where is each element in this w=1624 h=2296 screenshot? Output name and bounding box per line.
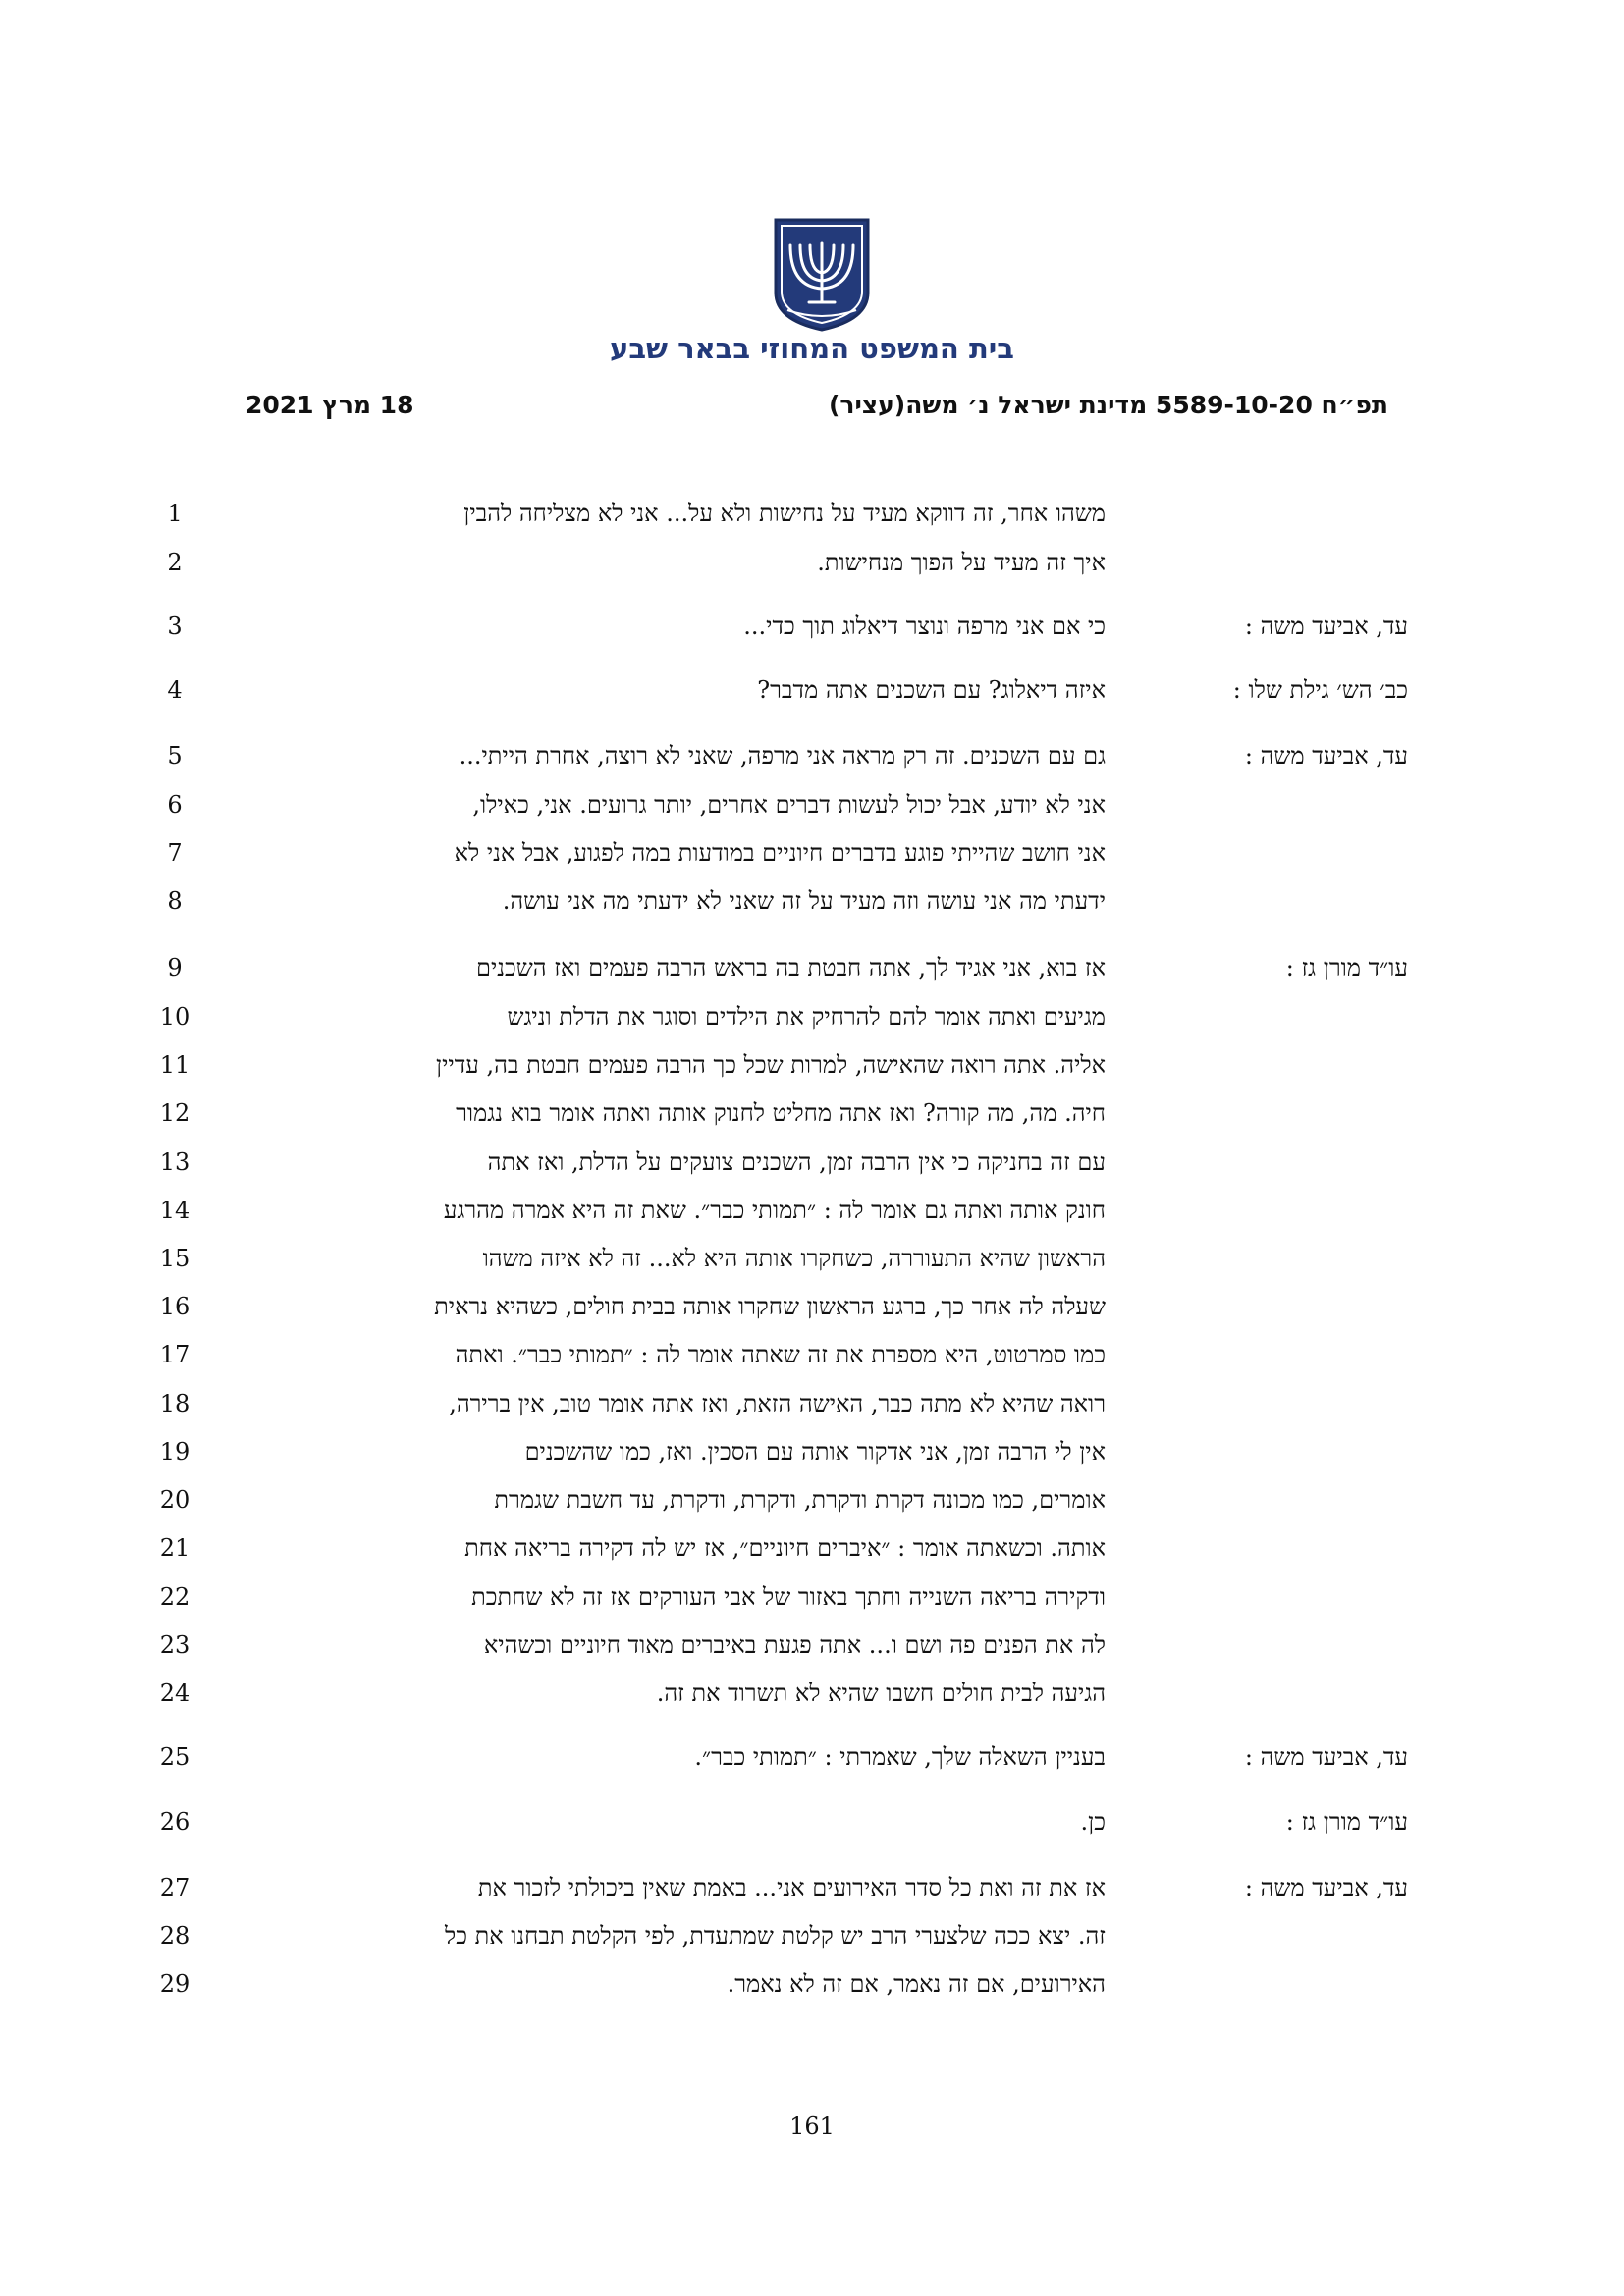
transcript-line: האירועים, אם זה נאמר, אם זה לא נאמר. — [727, 1970, 1106, 1998]
page-number: 161 — [789, 2112, 835, 2140]
line-number: 12 — [159, 1099, 190, 1127]
speaker-label: כב׳ הש׳ גילת שלו : — [1232, 676, 1408, 704]
transcript-line: כן. — [1080, 1808, 1106, 1836]
line-number: 18 — [159, 1390, 190, 1417]
transcript-line: גם עם השכנים. זה רק מראה אני מרפה, שאני לא רוצה, אחרת הייתי... — [459, 742, 1106, 770]
line-number: 14 — [159, 1197, 190, 1224]
transcript-line: מגיעים ואתה אומר להם להרחיק את הילדים וסוגר את הדלת וניגש — [507, 1003, 1106, 1031]
transcript-line: ודקירה בריאה השנייה וחתך באזור של אבי העורקים אז זה לא שחתכת — [471, 1583, 1106, 1611]
line-number: 13 — [159, 1148, 190, 1176]
line-number: 24 — [159, 1680, 190, 1707]
line-number: 11 — [159, 1051, 190, 1079]
speaker-label: עד, אביעד משה : — [1244, 1743, 1408, 1771]
line-number: 21 — [159, 1534, 190, 1562]
transcript-line: איך זה מעיד על הפוך מנחישות. — [817, 549, 1106, 576]
transcript-line: איזה דיאלוג? עם השכנים אתה מדבר? — [757, 676, 1106, 704]
transcript-line: לה את הפנים פה ושם ו... אתה פגעת באיברים מאוד חיוניים וכשהיא — [483, 1631, 1106, 1659]
transcript-line: משהו אחר, זה דווקא מעיד על נחישות ולא על... אני לא מצליחה להבין — [463, 500, 1106, 527]
line-number: 7 — [167, 839, 183, 867]
transcript-line: רואה שהיא לא מתה כבר, האישה הזאת, ואז אתה אומר טוב, אין ברירה, — [449, 1390, 1106, 1417]
transcript-line: חונק אותה ואתה גם אומר לה : ״תמותי כבר״. שאת זה היא אמרה מהרגע — [443, 1197, 1106, 1224]
line-number: 5 — [167, 742, 183, 770]
transcript-line: אין לי הרבה זמן, אני אדקור אותה עם הסכין. ואז, כמו שהשכנים — [524, 1438, 1106, 1466]
line-number: 15 — [159, 1245, 190, 1272]
transcript-line: אני חושב שהייתי פוגע בדברים חיוניים במודעות במה לפגוע, אבל אני לא — [454, 839, 1106, 867]
line-number: 1 — [167, 500, 183, 527]
case-line: תפ״ח 5589-10-20 מדינת ישראל נ׳ משה(עציר) — [828, 391, 1388, 419]
line-number: 28 — [159, 1922, 190, 1949]
line-number: 2 — [167, 549, 183, 576]
line-number: 19 — [159, 1438, 190, 1466]
transcript-line: זה. יצא ככה שלצערי הרב יש קלטת שמתעדת, לפי הקלטת תבחנו את כל — [444, 1922, 1106, 1949]
line-number: 22 — [159, 1583, 190, 1611]
transcript-line: הראשון שהיא התעוררה, כשחקרו אותה היא לא... זה לא איזה משהו — [482, 1245, 1106, 1272]
line-number: 16 — [159, 1293, 190, 1320]
line-number: 29 — [159, 1970, 190, 1998]
transcript-line: אז בוא, אני אגיד לך, אתה חבטת בה בראש הרבה פעמים ואז השכנים — [475, 954, 1106, 982]
transcript-line: אני לא יודע, אבל יכול לעשות דברים אחרים, יותר גרועים. אני, כאילו, — [472, 791, 1106, 819]
state-emblem-icon — [770, 214, 874, 334]
hearing-date: 18 מרץ 2021 — [245, 391, 414, 419]
speaker-label: עד, אביעד משה : — [1244, 1874, 1408, 1901]
line-number: 17 — [159, 1341, 190, 1368]
transcript-line: כי אם אני מרפה ונוצר דיאלוג תוך כדי... — [743, 613, 1106, 640]
line-number: 3 — [167, 613, 183, 640]
transcript-line: כמו סמרטוט, היא מספרת את זה שאתה אומר לה : ״תמותי כבר״. ואתה — [455, 1341, 1106, 1368]
line-number: 25 — [159, 1743, 190, 1771]
speaker-label: עו״ד מורן גז : — [1285, 954, 1408, 982]
transcript-line: אומרים, כמו מכונה דקרת ודקרת, ודקרת, ודקרת, עד חשבת שגמרת — [494, 1486, 1106, 1514]
line-number: 27 — [159, 1874, 190, 1901]
line-number: 4 — [167, 676, 183, 704]
line-number: 23 — [159, 1631, 190, 1659]
line-number: 9 — [167, 954, 183, 982]
transcript-line: אז את זה ואת כל סדר האירועים אני... באמת שאין ביכולתי לזכור את — [477, 1874, 1106, 1901]
court-name: בית המשפט המחוזי בבאר שבע — [610, 332, 1014, 365]
line-number: 20 — [159, 1486, 190, 1514]
transcript-line: אותה. וכשאתה אומר : ״איברים חיוניים״, אז יש לה דקירה בריאה אחת — [464, 1534, 1106, 1562]
transcript-line: ידעתי מה אני עושה וזה מעיד על זה שאני לא ידעתי מה אני עושה. — [502, 887, 1106, 915]
transcript-line: בעניין השאלה שלך, שאמרתי : ״תמותי כבר״. — [694, 1743, 1106, 1771]
line-number: 6 — [167, 791, 183, 819]
transcript-line: הגיעה לבית חולים חשבו שהיא לא תשרוד את זה. — [656, 1680, 1106, 1707]
line-number: 8 — [167, 887, 183, 915]
transcript-line: חיה. מה, מה קורה? ואז אתה מחליט לחנוק אותה ואתה אומר בוא נגמור — [456, 1099, 1106, 1127]
transcript-line: עם זה בחניקה כי אין הרבה זמן, השכנים צועקים על הדלת, ואז אתה — [487, 1148, 1106, 1176]
speaker-label: עו״ד מורן גז : — [1285, 1808, 1408, 1836]
transcript-line: שעלה לה אחר כך, ברגע הראשון שחקרו אותה בבית חולים, כשהיא נראית — [434, 1293, 1106, 1320]
transcript-line: אליה. אתה רואה שהאישה, למרות שכל כך הרבה פעמים חבטת בה, עדיין — [435, 1051, 1106, 1079]
speaker-label: עד, אביעד משה : — [1244, 742, 1408, 770]
speaker-label: עד, אביעד משה : — [1244, 613, 1408, 640]
line-number: 26 — [159, 1808, 190, 1836]
line-number: 10 — [159, 1003, 190, 1031]
